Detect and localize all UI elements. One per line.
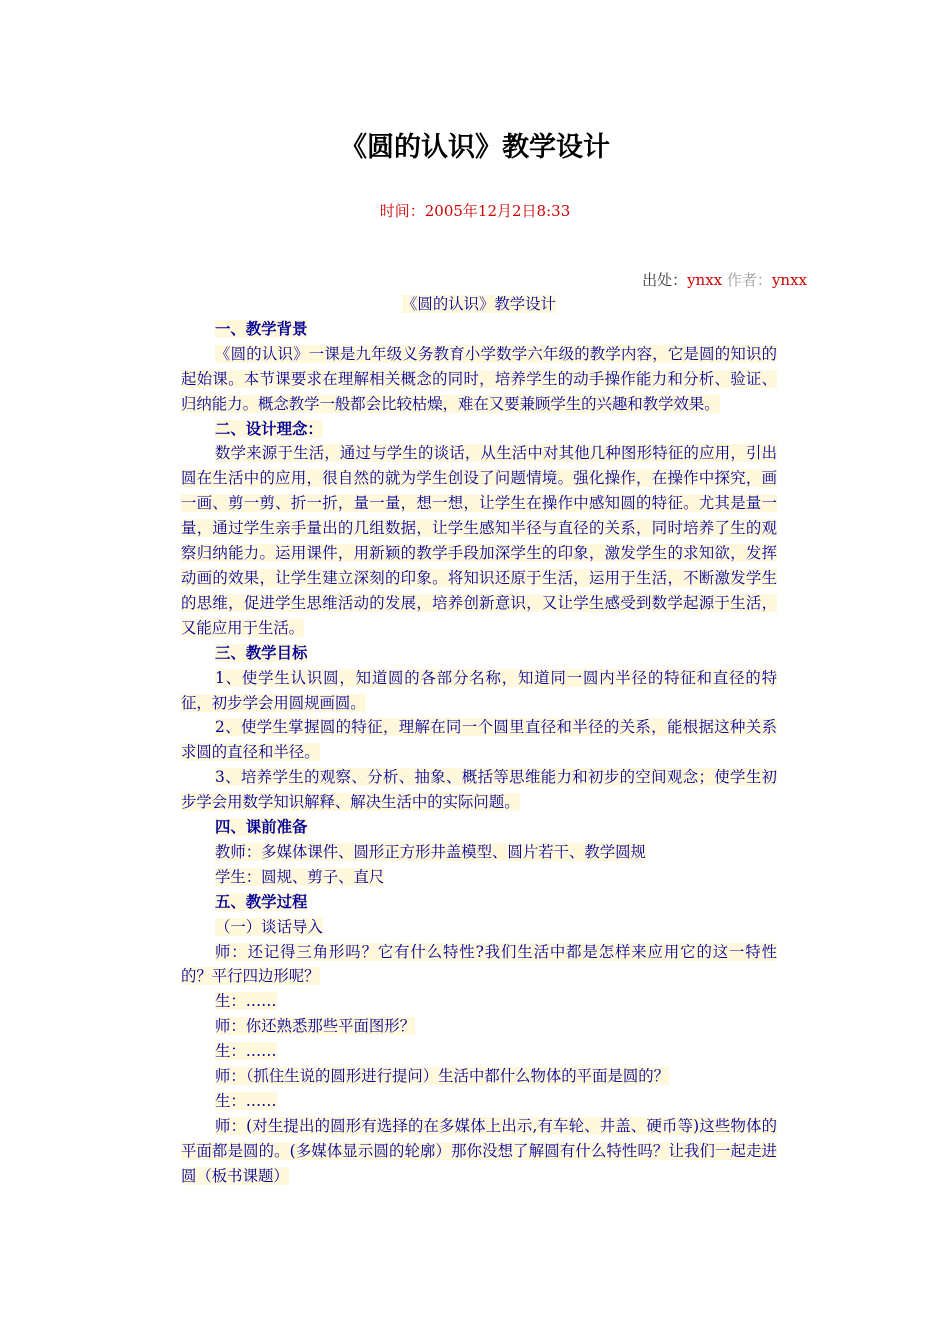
source-link[interactable]: ynxx: [687, 271, 723, 289]
dialogue-line: 生：……: [215, 1092, 277, 1110]
publish-time: 时间：2005年12月2日8:33: [379, 202, 571, 220]
dialogue-line: 师：还记得三角形吗？它有什么特性?我们生活中都是怎样来应用它的这一特性的？平行四边形呢？: [181, 942, 777, 986]
section-heading: 一、教学背景: [215, 319, 308, 338]
goal-item: 1、使学生认识圆，知道圆的各部分名称，知道同一圆内半径的特征和直径的特征，初步学会用圆规画圆。: [181, 668, 777, 712]
section-heading: 三、教学目标: [215, 643, 308, 662]
article-body: [181, 292, 777, 1189]
goal-item: 2、使学生掌握圆的特征，理解在同一个圆里直径和半径的关系，能根据这种关系求圆的直径和半径。: [181, 718, 777, 762]
prep-item: 教师：多媒体课件、圆形正方形井盖模型、圆片若干、教学圆规: [215, 842, 646, 861]
subsection-heading: （一）谈话导入: [215, 917, 323, 936]
section-heading: 四、课前准备: [215, 818, 308, 837]
author-label: 作者：: [726, 271, 772, 289]
article-subtitle: 《圆的认识》教学设计: [402, 295, 556, 313]
source-label: 出处：: [642, 271, 688, 289]
section-heading: 二、设计理念：: [215, 419, 323, 438]
paragraph: 数学来源于生活，通过与学生的谈话，从生活中对其他几种图形特征的应用，引出圆在生活中的应用，很自然的就为学生创设了问题情境。强化操作，在操作中探究，画一画、剪一剪、折一折，量一量，想一想，让学生在操作中感知圆的特征。尤其是量一量，通过学生亲手量出的几组数据，让学生感知半径与直径的关系，同时培养了生的观察归纳能力。运用课件，用新颖的教学手段加深学生的印象，激发学生的求知欲，发挥动画的效果，让学生建立深刻的印象。将知识还原于生活，运用于生活，不断激发学生的思维，促进学生思维活动的发展，培养创新意识，又让学生感受到数学起源于生活，又能应用于生活。: [181, 444, 777, 637]
dialogue-line: 师：(对生提出的圆形有选择的在多媒体上出示,有车轮、井盖、硬币等)这些物体的平面都是圆的。(多媒体显示圆的轮廓）那你没想了解圆有什么特性吗？让我们一起走进圆（板书课题）: [181, 1116, 777, 1185]
dialogue-line: 师：你还熟悉那些平面图形？: [215, 1017, 416, 1036]
document-title: 《圆的认识》教学设计: [340, 132, 610, 163]
dialogue-line: 师：（抓住生说的圆形进行提问）生活中都什么物体的平面是圆的？: [215, 1067, 670, 1086]
paragraph: 《圆的认识》一课是九年级义务教育小学数学六年级的教学内容，它是圆的知识的起始课。本节课要求在理解相关概念的同时，培养学生的动手操作能力和分析、验证、归纳能力。概念教学一般都会比较枯燥，难在又要兼顾学生的兴趣和教学效果。: [181, 344, 777, 413]
dialogue-line: 生：……: [215, 992, 277, 1011]
goal-item: 3、培养学生的观察、分析、抽象、概括等思维能力和初步的空间观念；使学生初步学会用数学知识解释、解决生活中的实际问题。: [181, 768, 777, 812]
author-link[interactable]: ynxx: [771, 271, 807, 289]
section-heading: 五、教学过程: [215, 892, 308, 911]
source-line: [642, 269, 807, 291]
dialogue-line: 生：……: [215, 1042, 277, 1061]
prep-item: 学生：圆规、剪子、直尺: [215, 867, 385, 886]
